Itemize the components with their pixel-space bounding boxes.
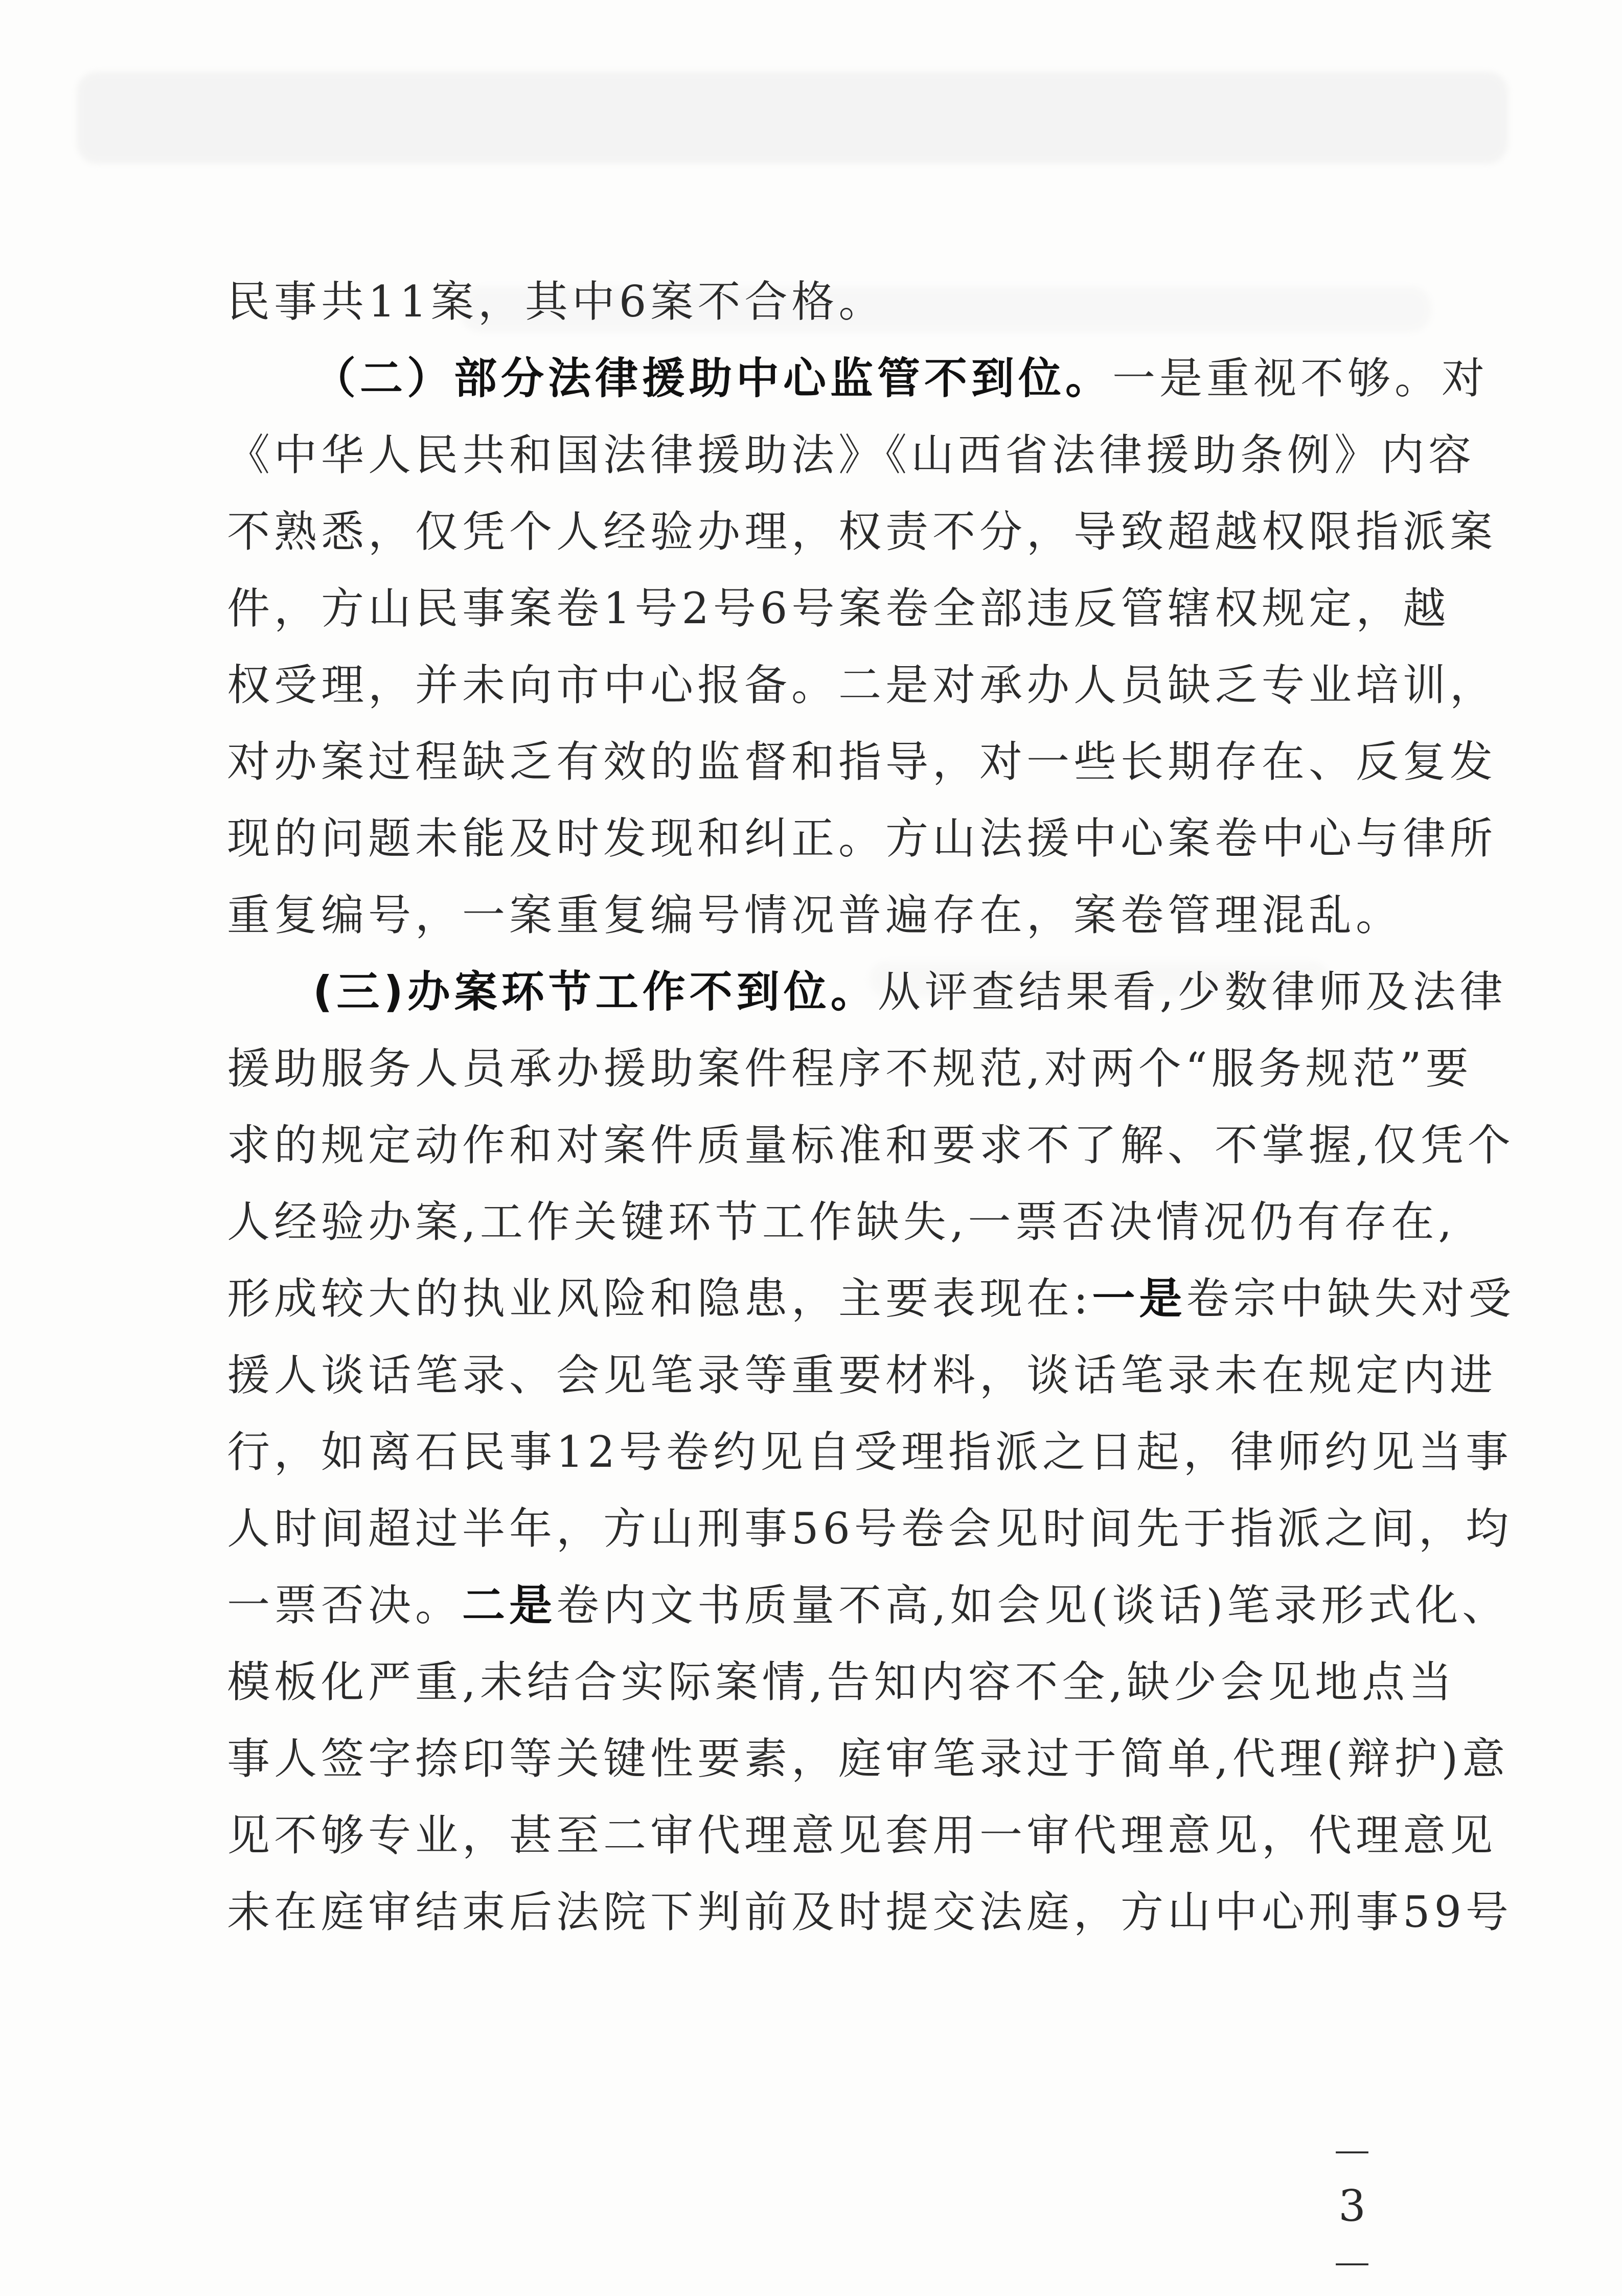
text-line: 行，如离石民事12号卷约见自受理指派之日起，律师约见当事 xyxy=(227,1427,1513,1477)
section-three-first-line xyxy=(227,953,1507,1030)
text-line: 见不够专业，甚至二审代理意见套用一审代理意见，代理意见 xyxy=(227,1810,1497,1860)
section-two-heading: （二）部分法律援助中心监管不到位。 xyxy=(313,353,1113,403)
text-line: 对办案过程缺乏有效的监督和指导，对一些长期存在、反复发 xyxy=(227,737,1497,787)
text-fragment: 卷内文书质量不高,如会见(谈话)笔录形式化、 xyxy=(556,1580,1510,1630)
text-line: 援人谈话笔录、会见笔录等重要材料，谈话笔录未在规定内进 xyxy=(227,1350,1497,1400)
text-line: 未在庭审结束后法院下判前及时提交法庭，方山中心刑事59号 xyxy=(227,1887,1513,1937)
text-line: 现的问题未能及时发现和纠正。方山法援中心案卷中心与律所 xyxy=(227,813,1497,863)
text-line: 求的规定动作和对案件质量标准和要求不了解、不掌握,仅凭个 xyxy=(227,1120,1515,1170)
document-body xyxy=(227,263,1516,1950)
text-line: 民事共11案，其中6案不合格。 xyxy=(227,277,886,327)
text-fragment: 一是重视不够。对 xyxy=(1112,353,1489,403)
text-line: 模板化严重,未结合实际案情,告知内容不全,缺少会见地点当 xyxy=(227,1657,1456,1707)
text-fragment: 卷宗中缺失对受 xyxy=(1186,1274,1516,1324)
text-fragment: 形成较大的执业风险和隐患，主要表现在: xyxy=(227,1274,1092,1324)
text-line: 事人签字捺印等关键性要素，庭审笔录过于简单,代理(辩护)意 xyxy=(227,1734,1510,1784)
text-line: 权受理，并未向市中心报备。二是对承办人员缺乏专业培训， xyxy=(227,660,1497,710)
scan-mark xyxy=(77,72,1508,164)
page-number: － 3 － xyxy=(1330,2128,1389,2290)
emphasis-one: 一是 xyxy=(1092,1274,1186,1324)
text-line: 人经验办案,工作关键环节工作缺失,一票否决情况仍有存在, xyxy=(227,1197,1456,1247)
section-two-first-line xyxy=(227,340,1489,417)
text-line xyxy=(227,1260,1516,1337)
text-fragment: 从评查结果看,少数律师及法律 xyxy=(877,967,1507,1017)
text-line: 援助服务人员承办援助案件程序不规范,对两个“服务规范”要 xyxy=(227,1043,1473,1094)
text-line: 人时间超过半年，方山刑事56号卷会见时间先于指派之间，均 xyxy=(227,1504,1513,1554)
text-line: 件，方山民事案卷1号2号6号案卷全部违反管辖权规定，越 xyxy=(227,583,1450,633)
text-line: 不熟悉，仅凭个人经验办理，权责不分，导致超越权限指派案 xyxy=(227,507,1497,557)
emphasis-two: 二是 xyxy=(462,1580,557,1630)
text-line: 《中华人民共和国法律援助法》《山西省法律援助条例》内容 xyxy=(227,430,1476,480)
text-line xyxy=(227,1567,1510,1644)
section-three-heading: (三)办案环节工作不到位。 xyxy=(313,967,878,1017)
text-fragment: 一票否决。 xyxy=(227,1580,463,1630)
text-line: 重复编号，一案重复编号情况普遍存在，案卷管理混乱。 xyxy=(227,890,1403,940)
